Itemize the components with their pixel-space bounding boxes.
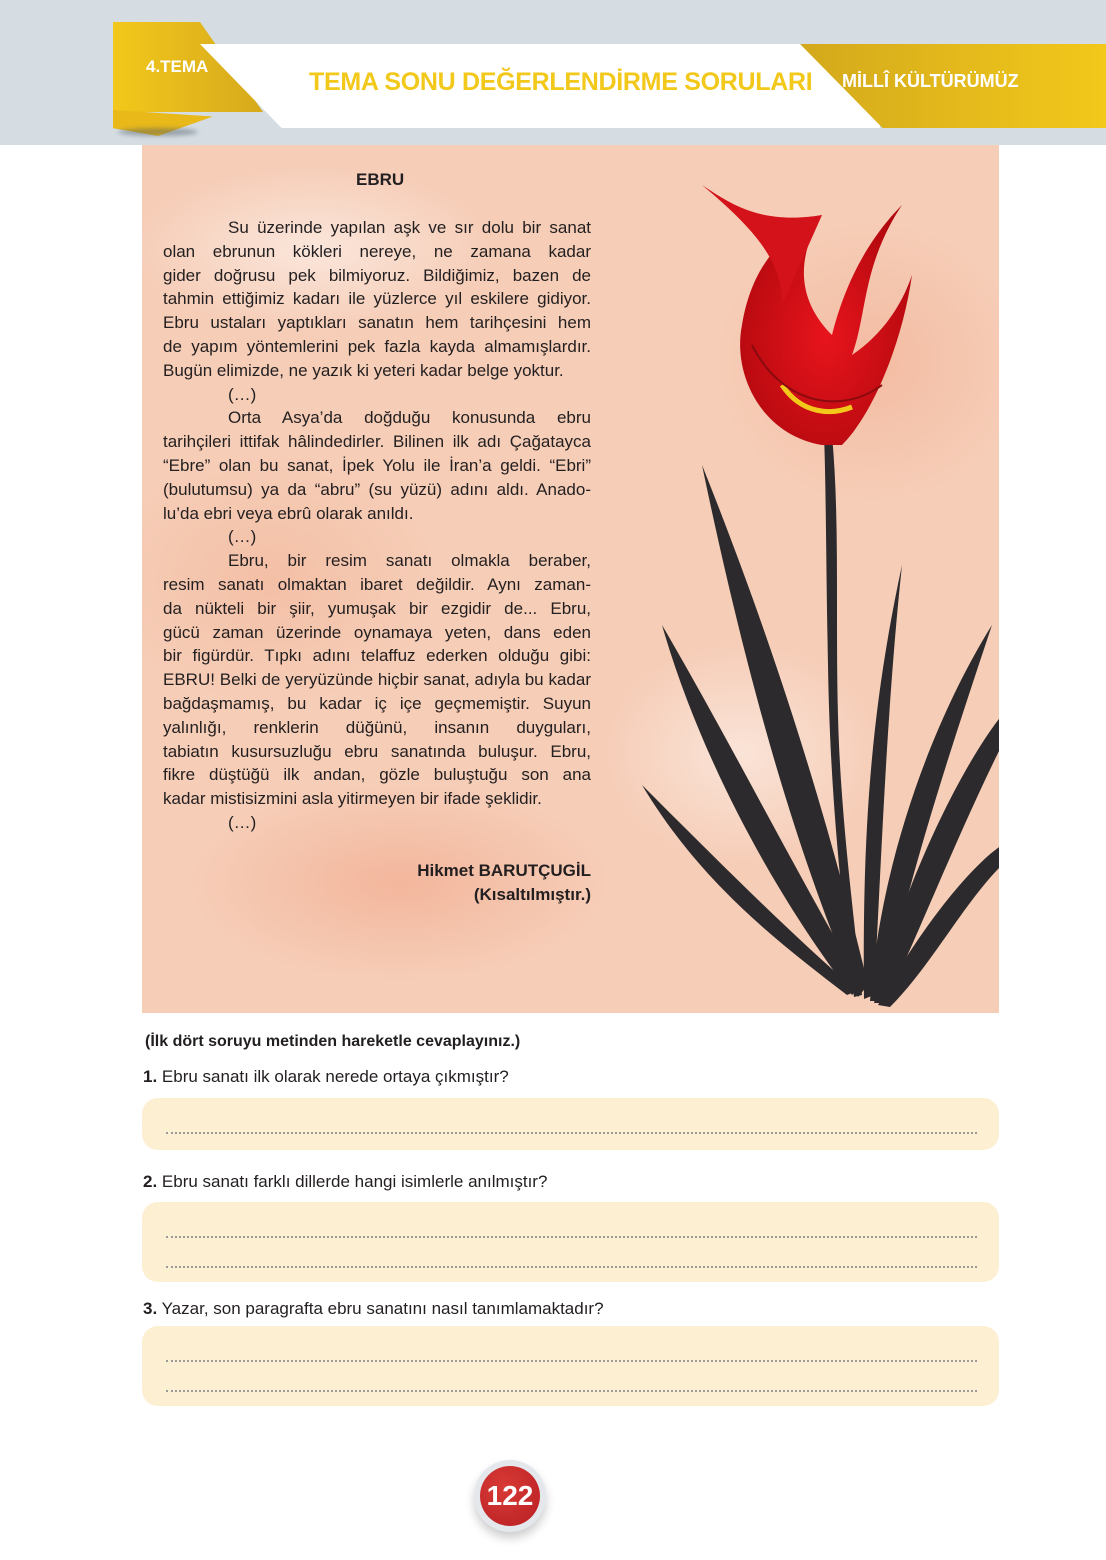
text-line: Ebru, bir resim sanatı olmakla beraber, [228, 551, 591, 571]
question-text: Ebru sanatı farklı dillerde hangi isimlerle anılmıştır? [161, 1172, 548, 1191]
theme-name: MİLLÎ KÜLTÜRÜMÜZ [842, 71, 1019, 91]
answer-box-3[interactable] [142, 1326, 999, 1406]
answer-box-2[interactable] [142, 1202, 999, 1282]
text-line: (bulutumsu) ya da “abru” (su yüzü) adını aldı. Anado- [163, 479, 591, 499]
answer-line[interactable] [166, 1266, 977, 1268]
answer-line[interactable] [166, 1236, 977, 1238]
text-line: tarihçileri ittifak hâlindedirler. Bilinen ilk adı Çağatayca [163, 432, 591, 452]
text-line: Bugün elimizde, ne yazık ki yeteri kadar belge yoktur. [163, 360, 564, 380]
article-title: EBRU [356, 170, 405, 189]
text-line: yalınlığı, renklerin düğünü, insanın duyguları, [163, 717, 591, 737]
questions-instruction: (İlk dört soruyu metinden hareketle cevaplayınız.) [145, 1033, 521, 1050]
page-number: 122 [480, 1466, 540, 1526]
answer-box-1[interactable] [142, 1098, 999, 1150]
text-line: gider doğrusu pek bilmiyoruz. Bildiğimiz, bazen de [163, 265, 591, 285]
text-line: (…) [228, 812, 257, 832]
author-name: Hikmet BARUTÇUGİL [417, 861, 591, 880]
theme-tab-shadow [118, 128, 198, 136]
text-line: gücü zaman üzerinde oynamaya yeten, dans eden [163, 622, 591, 642]
text-line: Su üzerinde yapılan aşk ve sır dolu bir sanat [228, 218, 591, 237]
text-line: de yapım yöntemlerini pek fazla kayda almamışlardır. [163, 336, 591, 356]
text-line: tahmin ettiğimiz kadarı ile yüzlerce yıl eskilere gidiyor. [163, 289, 591, 309]
question-1 [143, 1067, 509, 1087]
text-line: tabiatın kusursuzluğu ebru sanatında buluşur. Ebru, [163, 741, 591, 761]
text-line: “Ebre” olan bu sanat, İpek Yolu ile İran’a geldi. “Ebri” [163, 455, 591, 475]
text-line: kadar mistisizmini asla yitirmeyen bir ifade şeklidir. [163, 789, 542, 809]
text-line: bir figürdür. Tıpkı adını telaffuz ederken olduğu gibi: [163, 646, 591, 666]
question-3 [143, 1299, 604, 1319]
answer-line[interactable] [166, 1390, 977, 1392]
text-line: (…) [228, 384, 257, 404]
question-number: 2. [143, 1172, 158, 1191]
article-body [163, 216, 591, 835]
text-line: resim sanatı olmaktan ibaret değildir. Aynı zaman- [163, 574, 591, 594]
text-line: da nükteli bir şiir, yumuşak bir ezgidir de... Ebru, [163, 598, 591, 618]
answer-line[interactable] [166, 1360, 977, 1362]
abridged-note: (Kısaltılmıştır.) [473, 885, 591, 904]
page-title: TEMA SONU DEĞERLENDİRME SORULARI [309, 68, 813, 96]
question-text: Yazar, son paragrafta ebru sanatını nasıl tanımlamaktadır? [161, 1299, 604, 1318]
tulip-flower [702, 185, 912, 445]
text-line: lu’da ebri veya ebrû olarak anıldı. [163, 503, 414, 523]
text-line: Orta Asya’da doğduğu konusunda ebru [228, 408, 591, 428]
text-line: fikre düştüğü ilk andan, gözle buluştuğu son ana [163, 765, 591, 785]
theme-number: 4.TEMA [146, 57, 209, 76]
text-line: Ebru ustaları yaptıkları sanatın hem tarihçesini hem [163, 313, 591, 333]
page-number-badge [474, 1460, 546, 1532]
answer-line[interactable] [166, 1132, 977, 1134]
question-number: 3. [143, 1299, 158, 1318]
question-text: Ebru sanatı ilk olarak nerede ortaya çıkmıştır? [161, 1067, 509, 1086]
tulip-leaves [642, 435, 999, 1007]
text-line: bağdaşmamış, bu kadar iç içe geçmemiştir. Suyun [163, 693, 591, 713]
text-line: (…) [228, 527, 257, 547]
text-line: olan ebrunun kökleri nereye, ne zamana kadar [163, 241, 591, 261]
text-line: EBRU! Belki de yeryüzünde hiçbir sanat, adıyla bu kadar [163, 670, 591, 690]
question-number: 1. [143, 1067, 158, 1086]
question-2 [143, 1172, 547, 1192]
